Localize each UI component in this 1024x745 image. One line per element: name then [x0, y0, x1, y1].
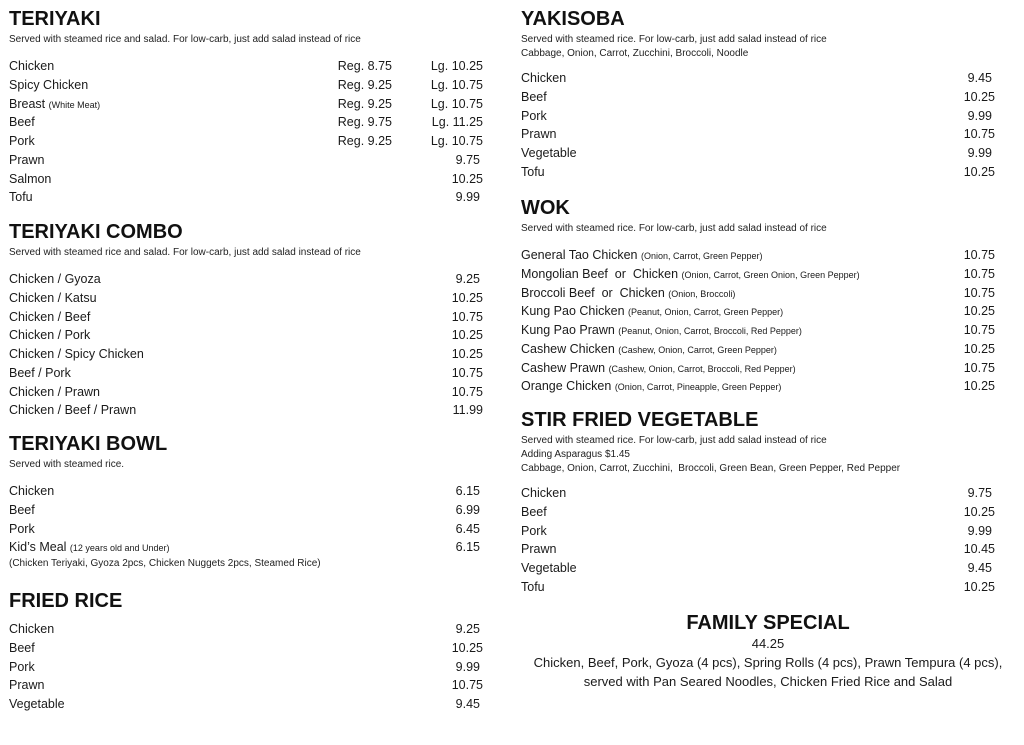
item-name: Chicken — [9, 59, 55, 73]
menu-item — [9, 76, 485, 95]
item-price: 10.25 — [963, 164, 995, 179]
section-ingredients: Cabbage, Onion, Carrot, Zucchini, Broccoli, Noodle — [521, 48, 749, 59]
section-ingredients: Cabbage, Onion, Carrot, Zucchini, Broccoli, Green Bean, Green Pepper, Red Pepper — [521, 463, 901, 474]
item-name: Chicken / Beef / Prawn — [9, 403, 137, 418]
menu-item — [9, 270, 485, 289]
item-name: Beef — [521, 89, 547, 104]
item-price: 6.45 — [455, 521, 480, 536]
item-list — [521, 484, 997, 597]
menu-item — [521, 377, 997, 396]
section-teriyaki-bowl — [9, 433, 485, 571]
item-price: 10.75 — [451, 365, 483, 380]
item-name: Chicken — [521, 486, 567, 500]
section-description: Served with steamed rice and salad. For low-carb, just add salad instead of rice — [9, 247, 361, 258]
section-title: YAKISOBA — [521, 8, 625, 30]
section-title: TERIYAKI COMBO — [9, 221, 183, 243]
asparagus-addon: Adding Asparagus $1.45 — [521, 449, 630, 460]
section-title: FRIED RICE — [9, 590, 123, 612]
item-price: 6.15 — [455, 540, 480, 555]
item-price: 10.75 — [451, 309, 483, 324]
item-price: 10.25 — [963, 341, 995, 356]
menu-item — [521, 107, 997, 126]
item-regular-price: Reg. 9.25 — [337, 134, 392, 148]
section-description: Served with steamed rice. For low-carb, just add salad instead of rice — [521, 34, 827, 45]
section-description: Served with steamed rice and salad. For low-carb, just add salad instead of rice — [9, 34, 361, 45]
menu-item — [9, 658, 485, 677]
menu-item — [9, 501, 485, 520]
section-title: FAMILY SPECIAL — [686, 612, 850, 634]
menu-item — [9, 401, 485, 420]
menu-item — [521, 522, 997, 541]
item-name: Cashew Chicken — [521, 341, 615, 356]
item-name: Cashew Prawn — [521, 360, 606, 375]
menu-item — [9, 95, 485, 114]
menu-item — [9, 188, 485, 207]
item-list — [9, 270, 485, 420]
kids-meal-detail: (Chicken Teriyaki, Gyoza 2pcs, Chicken Nuggets 2pcs, Steamed Rice) — [9, 558, 321, 569]
family-special-description-line-2: served with Pan Seared Noodles, Chicken Fried Rice and Salad — [583, 674, 953, 689]
item-name: Tofu — [9, 190, 33, 205]
item-name: Beef / Pork — [9, 365, 71, 380]
item-large-price: Lg. 10.75 — [430, 134, 483, 148]
item-price: 9.25 — [455, 272, 480, 286]
menu-item — [521, 302, 997, 321]
item-name: Prawn — [9, 152, 45, 167]
item-name: Chicken / Spicy Chicken — [9, 347, 144, 361]
item-name: Spicy Chicken — [9, 77, 89, 92]
menu-item — [521, 284, 997, 303]
item-price: 10.75 — [451, 384, 483, 399]
item-list — [9, 620, 485, 714]
menu-item — [521, 144, 997, 163]
menu-item — [9, 538, 485, 557]
item-note: (White Meat) — [48, 99, 101, 110]
item-price: 6.99 — [455, 502, 480, 517]
item-name: Chicken / Katsu — [9, 290, 97, 305]
item-large-price: Lg. 11.25 — [431, 115, 483, 130]
item-price: 10.45 — [963, 542, 995, 557]
item-price: 10.25 — [451, 347, 483, 361]
section-family-special — [521, 612, 1015, 691]
section-title: TERIYAKI — [9, 8, 101, 30]
item-regular-price: Reg. 8.75 — [337, 59, 392, 73]
item-price: 9.25 — [455, 622, 480, 636]
item-regular-price: Reg. 9.25 — [337, 96, 392, 111]
item-price: 11.99 — [452, 403, 483, 418]
menu-item — [9, 695, 485, 714]
item-price: 9.45 — [455, 697, 480, 711]
item-note: (Onion, Carrot, Green Pepper) — [641, 251, 763, 261]
item-price: 10.75 — [963, 285, 995, 300]
menu-item — [521, 540, 997, 559]
section-stir-fried-vegetable — [521, 409, 997, 597]
menu-item — [521, 69, 997, 88]
item-note: (Cashew, Onion, Carrot, Broccoli, Red Pepper) — [608, 363, 796, 374]
item-name: Vegetable — [521, 146, 577, 160]
menu-item — [521, 359, 997, 378]
item-name: Kung Pao Chicken — [521, 304, 625, 319]
item-name: Pork — [9, 134, 35, 148]
item-price: 10.75 — [963, 266, 995, 281]
item-price: 10.25 — [963, 504, 995, 519]
item-name: Prawn — [521, 127, 557, 142]
menu-item — [521, 578, 997, 597]
item-large-price: Lg. 10.75 — [430, 77, 483, 92]
item-name: Pork — [521, 523, 547, 538]
menu-item — [521, 265, 997, 284]
item-name: Chicken — [9, 622, 55, 636]
section-title: TERIYAKI BOWL — [9, 433, 168, 455]
menu-item — [9, 620, 485, 639]
item-name: Mongolian Beef or Chicken — [521, 266, 679, 281]
item-note: (Peanut, Onion, Carrot, Green Pepper) — [628, 307, 784, 318]
menu-item — [9, 326, 485, 345]
item-price: 9.45 — [967, 71, 992, 85]
item-name: Tofu — [521, 579, 545, 594]
item-name: Pork — [521, 108, 547, 123]
item-name: Pork — [9, 659, 35, 674]
item-price: 9.99 — [967, 108, 992, 123]
family-special-description-line-1: Chicken, Beef, Pork, Gyoza (4 pcs), Spring Rolls (4 pcs), Prawn Tempura (4 pcs), — [533, 655, 1003, 670]
menu-item — [9, 520, 485, 539]
item-price: 10.75 — [451, 678, 483, 693]
item-name: Beef — [521, 504, 547, 519]
item-large-price: Lg. 10.75 — [430, 96, 483, 111]
item-name: Chicken — [521, 71, 567, 85]
menu-item — [9, 676, 485, 695]
item-price: 9.99 — [967, 523, 992, 538]
menu-item — [521, 559, 997, 578]
item-large-price: Lg. 10.25 — [430, 59, 483, 73]
menu-item — [9, 308, 485, 327]
item-name: Kung Pao Prawn — [521, 323, 615, 337]
item-price: 9.75 — [967, 486, 992, 500]
item-price: 10.25 — [451, 328, 483, 343]
section-wok — [521, 197, 997, 396]
menu-item — [521, 246, 997, 265]
item-name: Prawn — [9, 678, 45, 693]
item-regular-price: Reg. 9.25 — [337, 77, 392, 92]
item-price: 10.75 — [963, 323, 995, 337]
item-name: Beef — [9, 640, 35, 655]
item-name: Prawn — [521, 542, 557, 557]
item-price: 10.25 — [963, 379, 995, 394]
item-name: Chicken / Gyoza — [9, 272, 101, 286]
menu-item — [9, 364, 485, 383]
item-price: 9.99 — [455, 190, 480, 205]
menu-item — [9, 482, 485, 501]
item-name: Chicken — [9, 484, 55, 498]
item-price: 9.99 — [967, 146, 992, 160]
menu-item — [9, 639, 485, 658]
menu-item — [521, 321, 997, 340]
family-special-price: 44.25 — [751, 636, 785, 651]
menu-item — [9, 113, 485, 132]
item-price: 10.75 — [963, 127, 995, 142]
menu-item — [521, 340, 997, 359]
item-list — [521, 246, 997, 396]
section-title: STIR FRIED VEGETABLE — [521, 409, 759, 431]
item-price: 10.25 — [963, 304, 995, 319]
menu-item — [521, 163, 997, 182]
item-name: Vegetable — [521, 561, 577, 575]
item-name: Salmon — [9, 171, 52, 186]
item-name: General Tao Chicken — [521, 248, 638, 262]
section-description: Served with steamed rice. For low-carb, just add salad instead of rice — [521, 435, 827, 446]
item-name: Tofu — [521, 164, 545, 179]
item-name: Chicken / Beef — [9, 309, 91, 324]
item-name: Orange Chicken — [521, 379, 612, 394]
item-price: 6.15 — [455, 484, 480, 498]
item-list — [9, 482, 485, 571]
item-price: 10.25 — [451, 171, 483, 186]
item-note: (Onion, Broccoli) — [668, 288, 736, 299]
item-name: Kid’s Meal — [9, 540, 67, 555]
item-price: 10.25 — [451, 290, 483, 305]
menu-item — [9, 170, 485, 189]
menu-item — [9, 57, 485, 76]
menu-item — [9, 132, 485, 151]
item-name: Pork — [9, 521, 35, 536]
item-price: 10.25 — [963, 579, 995, 594]
item-name: Chicken / Pork — [9, 328, 91, 343]
section-description: Served with steamed rice. — [9, 459, 125, 470]
item-note: (Cashew, Onion, Carrot, Green Pepper) — [618, 344, 777, 355]
item-price: 10.25 — [963, 89, 995, 104]
item-note: (Onion, Carrot, Green Onion, Green Pepper) — [681, 269, 860, 280]
item-note: (Onion, Carrot, Pineapple, Green Pepper) — [614, 382, 782, 393]
section-description: Served with steamed rice. For low-carb, just add salad instead of rice — [521, 223, 827, 234]
section-fried-rice — [9, 590, 485, 714]
item-price: 10.75 — [963, 248, 995, 262]
item-note: (12 years old and Under) — [69, 543, 170, 554]
item-price: 9.99 — [455, 659, 480, 674]
item-price: 9.45 — [967, 561, 992, 575]
item-name: Broccoli Beef or Chicken — [521, 285, 665, 300]
menu-item — [9, 151, 485, 170]
item-price: 10.75 — [963, 360, 995, 375]
menu-item — [521, 484, 997, 503]
section-teriyaki-combo — [9, 221, 485, 420]
item-list — [521, 69, 997, 182]
menu-item — [521, 88, 997, 107]
item-name: Chicken / Prawn — [9, 384, 101, 399]
item-regular-price: Reg. 9.75 — [337, 115, 392, 130]
item-name: Vegetable — [9, 697, 65, 711]
item-note: (Peanut, Onion, Carrot, Broccoli, Red Pepper) — [618, 326, 802, 336]
section-teriyaki — [9, 8, 485, 207]
item-price: 10.25 — [451, 640, 483, 655]
menu-item — [9, 289, 485, 308]
menu-item — [521, 125, 997, 144]
item-name: Beef — [9, 115, 35, 130]
menu-item — [9, 345, 485, 364]
menu-item — [521, 503, 997, 522]
section-title: WOK — [521, 197, 570, 219]
item-price: 9.75 — [455, 152, 480, 167]
item-name: Beef — [9, 502, 35, 517]
menu-item — [9, 383, 485, 402]
section-yakisoba — [521, 8, 997, 182]
item-list — [9, 57, 485, 207]
item-name: Breast — [9, 96, 46, 111]
